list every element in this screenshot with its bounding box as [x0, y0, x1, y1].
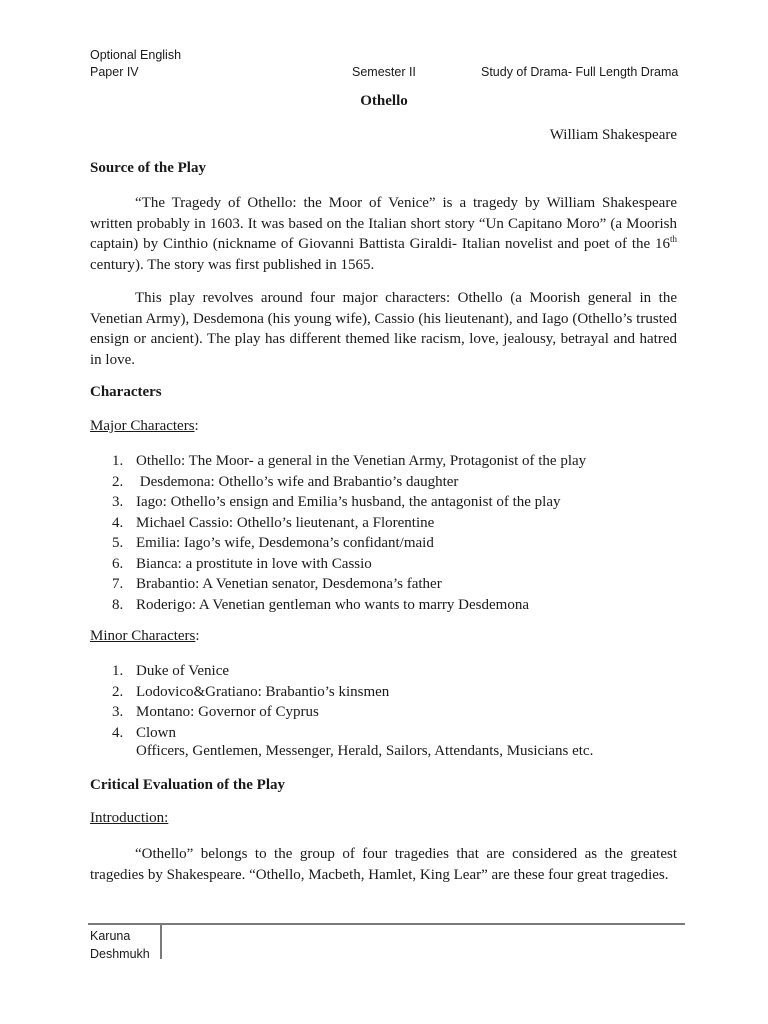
list-item [90, 451, 690, 472]
major-characters-list [90, 451, 690, 615]
list-item-text: Othello: The Moor- a general in the Venetian Army, Protagonist of the play [136, 453, 587, 469]
list-number: 1. [112, 453, 124, 469]
list-item-text: Roderigo: A Venetian gentleman who wants to marry Desdemona [136, 596, 529, 613]
footer-author [90, 927, 150, 963]
footer-author-line-1: Karuna [90, 929, 131, 943]
introduction-label [90, 810, 168, 827]
minor-characters-extra: Officers, Gentlemen, Messenger, Herald, Sailors, Attendants, Musicians etc. [136, 743, 594, 759]
list-item [90, 554, 690, 575]
introduction-label-text: Introduction: [90, 810, 169, 826]
list-number: 6. [112, 555, 124, 572]
introduction-paragraph: “Othello” belongs to the group of four tragedies that are considered as the greatest tragedies by Shakespeare. “Othello, Macbeth, Hamlet, King Lear” are these four great tragedies. [90, 846, 677, 883]
list-item [90, 513, 690, 534]
header-course: Optional English [90, 48, 182, 62]
list-item-text: Emilia: Iago’s wife, Desdemona’s confidant/maid [136, 535, 434, 551]
list-item [90, 702, 690, 723]
list-number: 8. [112, 596, 124, 613]
characters-heading: Characters [90, 384, 162, 400]
source-paragraph-1 [90, 193, 677, 275]
header-study: Study of Drama- Full Length Drama [481, 65, 679, 79]
source-paragraph-2: This play revolves around four major characters: Othello (a Moorish general in the Venetian Army), Desdemona (his young wife), Cassio (his lieutenant), and Iago (Othello’s trusted ensign or ancient). The play has different themed like racism, love, jealousy, betrayal and hatred in love. [90, 290, 677, 368]
list-number: 7. [112, 576, 124, 592]
list-item-text: Clown [136, 724, 177, 741]
list-item [90, 661, 690, 682]
source-heading: Source of the Play [90, 160, 206, 176]
list-item-text: Duke of Venice [136, 663, 230, 679]
list-number: 2. [112, 683, 124, 700]
list-number: 3. [112, 704, 124, 720]
list-item [90, 472, 690, 493]
list-item-text: Lodovico&Gratiano: Brabantio’s kinsmen [136, 683, 390, 700]
list-item [90, 492, 690, 513]
list-item-text: Iago: Othello’s ensign and Emilia’s husband, the antagonist of the play [136, 494, 561, 510]
header-semester: Semester II [352, 65, 416, 79]
list-item-text: Desdemona: Othello’s wife and Brabantio’s daughter [136, 473, 459, 490]
footer-vertical-divider [160, 923, 162, 959]
major-characters-label-text: Major Characters [90, 418, 195, 434]
header-paper: Paper IV [90, 65, 139, 79]
evaluation-heading: Critical Evaluation of the Play [90, 777, 285, 793]
source-paragraph-1-text: “The Tragedy of Othello: the Moor of Venice” is a tragedy by William Shakespeare written probably in 1603. It was based on the Italian short story “Un Capitano Moro” (a Moorish captain) by Cinthio (nickname of Giovanni Battista Giraldi- Italian novelist and poet of the 16 [90, 195, 677, 252]
list-number: 3. [112, 494, 124, 510]
list-item [90, 574, 690, 595]
list-item-text: Michael Cassio: Othello’s lieutenant, a Florentine [136, 514, 435, 531]
list-number: 4. [112, 724, 124, 741]
footer-author-line-2: Deshmukh [90, 947, 150, 961]
source-paragraph-1-tail: century). The story was first published in 1565. [90, 256, 375, 273]
list-item-text: Brabantio: A Venetian senator, Desdemona’s father [136, 576, 442, 592]
list-number: 2. [112, 473, 124, 490]
footer-divider [88, 923, 685, 925]
list-number: 5. [112, 535, 124, 551]
page-title: Othello [360, 93, 408, 109]
list-number: 4. [112, 514, 124, 531]
list-item [90, 595, 690, 616]
author-name: William Shakespeare [549, 127, 677, 143]
list-item-text: Montano: Governor of Cyprus [136, 704, 319, 720]
list-item [90, 682, 690, 703]
major-characters-label: Major Characters: [90, 418, 199, 434]
list-item [90, 533, 690, 554]
list-item [90, 723, 690, 744]
minor-characters-label-text: Minor Characters [90, 628, 196, 644]
superscript-th: th [669, 234, 677, 244]
list-item-text: Bianca: a prostitute in love with Cassio [136, 555, 372, 572]
list-number: 1. [112, 663, 124, 679]
minor-characters-list [90, 661, 690, 743]
minor-characters-label: Minor Characters: [90, 628, 200, 644]
